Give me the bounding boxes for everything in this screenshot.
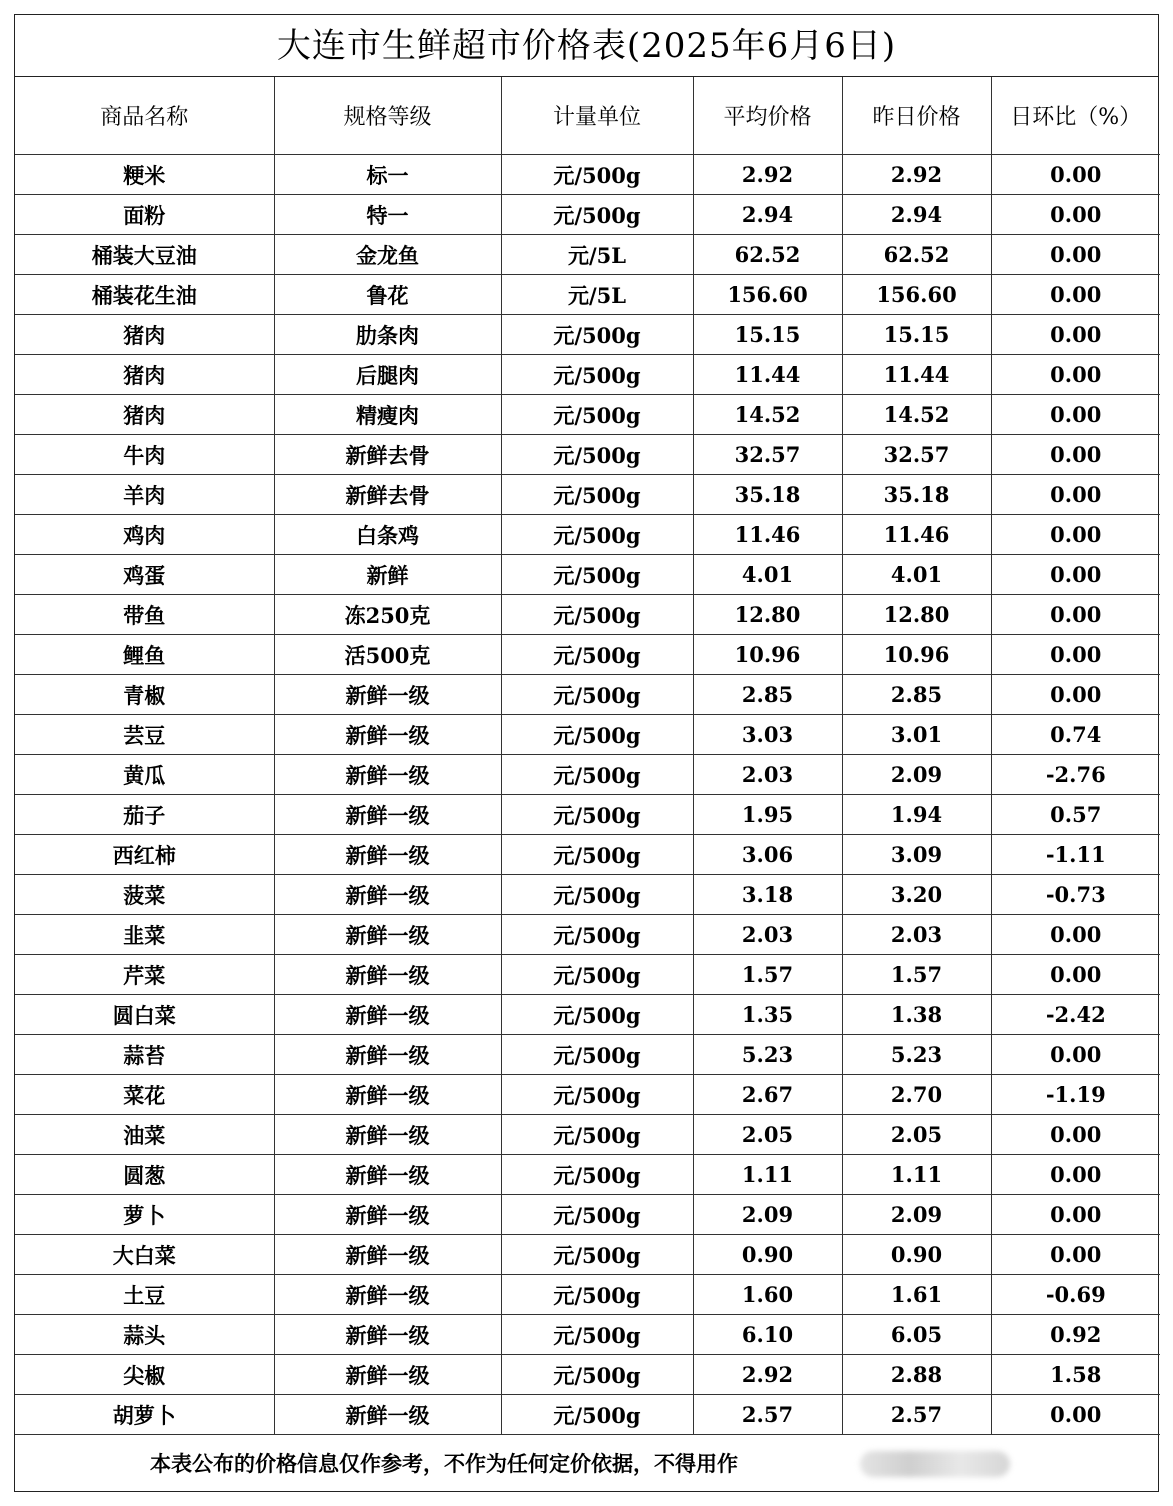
cell-name: 桶装花生油 (15, 275, 274, 315)
cell-spec: 新鲜一级 (274, 1075, 501, 1115)
table-row (15, 1275, 1160, 1315)
cell-unit: 元/500g (501, 1315, 693, 1355)
cell-name: 牛肉 (15, 435, 274, 475)
cell-spec: 新鲜一级 (274, 1155, 501, 1195)
cell-spec: 冻250克 (274, 595, 501, 635)
cell-day-change: 0.00 (991, 1115, 1160, 1155)
cell-name: 韭菜 (15, 915, 274, 955)
table-row (15, 755, 1160, 795)
cell-day-change: -2.42 (991, 995, 1160, 1035)
cell-avg-price: 35.18 (693, 475, 842, 515)
cell-avg-price: 2.03 (693, 915, 842, 955)
table-row (15, 1235, 1160, 1275)
cell-avg-price: 2.85 (693, 675, 842, 715)
cell-name: 桶装大豆油 (15, 235, 274, 275)
cell-avg-price: 4.01 (693, 555, 842, 595)
cell-avg-price: 1.11 (693, 1155, 842, 1195)
cell-avg-price: 6.10 (693, 1315, 842, 1355)
cell-name: 茄子 (15, 795, 274, 835)
table-row (15, 875, 1160, 915)
column-header-spec: 规格等级 (274, 77, 501, 155)
cell-avg-price: 11.44 (693, 355, 842, 395)
cell-yesterday-price: 11.44 (842, 355, 991, 395)
cell-day-change: 0.00 (991, 675, 1160, 715)
disclaimer-footer (15, 1434, 1158, 1491)
cell-unit: 元/5L (501, 235, 693, 275)
page-title: 大连市生鲜超市价格表(2025年6月6日) (15, 15, 1158, 77)
cell-day-change: 0.00 (991, 1155, 1160, 1195)
cell-name: 土豆 (15, 1275, 274, 1315)
cell-day-change: 0.00 (991, 915, 1160, 955)
cell-unit: 元/500g (501, 1035, 693, 1075)
cell-unit: 元/500g (501, 395, 693, 435)
cell-day-change: 0.00 (991, 555, 1160, 595)
table-row (15, 1035, 1160, 1075)
cell-avg-price: 14.52 (693, 395, 842, 435)
cell-avg-price: 62.52 (693, 235, 842, 275)
column-header-unit: 计量单位 (501, 77, 693, 155)
table-row (15, 595, 1160, 635)
cell-unit: 元/500g (501, 755, 693, 795)
cell-name: 羊肉 (15, 475, 274, 515)
cell-day-change: 0.00 (991, 475, 1160, 515)
cell-spec: 金龙鱼 (274, 235, 501, 275)
cell-yesterday-price: 3.20 (842, 875, 991, 915)
cell-unit: 元/500g (501, 675, 693, 715)
cell-name: 黄瓜 (15, 755, 274, 795)
cell-day-change: 0.57 (991, 795, 1160, 835)
cell-day-change: 0.00 (991, 435, 1160, 475)
column-header-yesterday-price: 昨日价格 (842, 77, 991, 155)
cell-day-change: 0.00 (991, 275, 1160, 315)
table-row (15, 1195, 1160, 1235)
cell-unit: 元/500g (501, 435, 693, 475)
cell-day-change: 0.00 (991, 155, 1160, 195)
cell-unit: 元/500g (501, 795, 693, 835)
cell-spec: 特一 (274, 195, 501, 235)
cell-avg-price: 2.03 (693, 755, 842, 795)
cell-unit: 元/500g (501, 475, 693, 515)
cell-yesterday-price: 10.96 (842, 635, 991, 675)
cell-spec: 精瘦肉 (274, 395, 501, 435)
cell-name: 油菜 (15, 1115, 274, 1155)
cell-avg-price: 3.18 (693, 875, 842, 915)
table-row (15, 955, 1160, 995)
cell-avg-price: 3.03 (693, 715, 842, 755)
cell-spec: 新鲜一级 (274, 1355, 501, 1395)
cell-yesterday-price: 62.52 (842, 235, 991, 275)
cell-avg-price: 2.67 (693, 1075, 842, 1115)
table-row (15, 555, 1160, 595)
table-row (15, 435, 1160, 475)
table-row (15, 635, 1160, 675)
cell-avg-price: 5.23 (693, 1035, 842, 1075)
cell-day-change: 0.74 (991, 715, 1160, 755)
cell-avg-price: 2.92 (693, 155, 842, 195)
cell-spec: 新鲜一级 (274, 1235, 501, 1275)
cell-yesterday-price: 6.05 (842, 1315, 991, 1355)
cell-name: 青椒 (15, 675, 274, 715)
cell-spec: 新鲜 (274, 555, 501, 595)
table-row (15, 395, 1160, 435)
cell-day-change: 0.00 (991, 1395, 1160, 1435)
table-row (15, 155, 1160, 195)
cell-day-change: 0.00 (991, 955, 1160, 995)
cell-name: 圆白菜 (15, 995, 274, 1035)
cell-yesterday-price: 1.11 (842, 1155, 991, 1195)
table-row (15, 1315, 1160, 1355)
cell-spec: 新鲜一级 (274, 835, 501, 875)
cell-avg-price: 2.09 (693, 1195, 842, 1235)
cell-yesterday-price: 1.94 (842, 795, 991, 835)
cell-name: 尖椒 (15, 1355, 274, 1395)
cell-unit: 元/500g (501, 155, 693, 195)
cell-avg-price: 2.05 (693, 1115, 842, 1155)
cell-unit: 元/500g (501, 515, 693, 555)
cell-yesterday-price: 1.38 (842, 995, 991, 1035)
cell-name: 蒜苔 (15, 1035, 274, 1075)
cell-name: 菜花 (15, 1075, 274, 1115)
cell-name: 带鱼 (15, 595, 274, 635)
cell-yesterday-price: 2.92 (842, 155, 991, 195)
table-row (15, 1075, 1160, 1115)
cell-yesterday-price: 2.94 (842, 195, 991, 235)
table-row (15, 835, 1160, 875)
cell-name: 芸豆 (15, 715, 274, 755)
cell-spec: 新鲜一级 (274, 995, 501, 1035)
cell-name: 鸡肉 (15, 515, 274, 555)
cell-yesterday-price: 0.90 (842, 1235, 991, 1275)
cell-yesterday-price: 2.09 (842, 1195, 991, 1235)
cell-avg-price: 1.60 (693, 1275, 842, 1315)
cell-yesterday-price: 5.23 (842, 1035, 991, 1075)
cell-unit: 元/500g (501, 555, 693, 595)
table-row (15, 355, 1160, 395)
cell-unit: 元/500g (501, 635, 693, 675)
cell-spec: 新鲜一级 (274, 1395, 501, 1435)
cell-name: 猪肉 (15, 395, 274, 435)
cell-yesterday-price: 2.03 (842, 915, 991, 955)
cell-spec: 新鲜一级 (274, 955, 501, 995)
table-row (15, 1395, 1160, 1435)
table-row (15, 1155, 1160, 1195)
cell-yesterday-price: 3.09 (842, 835, 991, 875)
cell-yesterday-price: 11.46 (842, 515, 991, 555)
cell-spec: 新鲜一级 (274, 1035, 501, 1075)
cell-yesterday-price: 2.05 (842, 1115, 991, 1155)
cell-unit: 元/500g (501, 195, 693, 235)
cell-spec: 新鲜一级 (274, 1195, 501, 1235)
cell-unit: 元/500g (501, 915, 693, 955)
cell-day-change: 0.00 (991, 315, 1160, 355)
cell-name: 猪肉 (15, 355, 274, 395)
cell-name: 萝卜 (15, 1195, 274, 1235)
table-row (15, 995, 1160, 1035)
cell-yesterday-price: 32.57 (842, 435, 991, 475)
cell-avg-price: 3.06 (693, 835, 842, 875)
cell-unit: 元/500g (501, 955, 693, 995)
cell-name: 胡萝卜 (15, 1395, 274, 1435)
cell-day-change: 0.00 (991, 635, 1160, 675)
price-sheet (14, 14, 1159, 1492)
cell-day-change: 0.00 (991, 395, 1160, 435)
cell-spec: 新鲜一级 (274, 755, 501, 795)
cell-day-change: 0.00 (991, 1195, 1160, 1235)
cell-unit: 元/500g (501, 715, 693, 755)
table-row (15, 275, 1160, 315)
cell-unit: 元/500g (501, 1115, 693, 1155)
cell-yesterday-price: 2.57 (842, 1395, 991, 1435)
cell-name: 鲤鱼 (15, 635, 274, 675)
cell-yesterday-price: 15.15 (842, 315, 991, 355)
cell-spec: 活500克 (274, 635, 501, 675)
cell-yesterday-price: 1.61 (842, 1275, 991, 1315)
cell-day-change: -2.76 (991, 755, 1160, 795)
cell-unit: 元/500g (501, 1355, 693, 1395)
cell-yesterday-price: 2.85 (842, 675, 991, 715)
cell-spec: 鲁花 (274, 275, 501, 315)
cell-avg-price: 10.96 (693, 635, 842, 675)
cell-unit: 元/500g (501, 1275, 693, 1315)
cell-yesterday-price: 2.09 (842, 755, 991, 795)
cell-avg-price: 32.57 (693, 435, 842, 475)
cell-unit: 元/500g (501, 595, 693, 635)
cell-avg-price: 12.80 (693, 595, 842, 635)
cell-yesterday-price: 3.01 (842, 715, 991, 755)
cell-avg-price: 156.60 (693, 275, 842, 315)
cell-unit: 元/500g (501, 835, 693, 875)
table-body (15, 155, 1160, 1435)
cell-spec: 新鲜一级 (274, 795, 501, 835)
cell-spec: 后腿肉 (274, 355, 501, 395)
cell-unit: 元/500g (501, 315, 693, 355)
cell-day-change: 0.00 (991, 595, 1160, 635)
cell-name: 芹菜 (15, 955, 274, 995)
cell-avg-price: 15.15 (693, 315, 842, 355)
column-header-day-change: 日环比（%） (991, 77, 1160, 155)
cell-name: 蒜头 (15, 1315, 274, 1355)
cell-spec: 新鲜一级 (274, 715, 501, 755)
cell-yesterday-price: 2.88 (842, 1355, 991, 1395)
cell-yesterday-price: 12.80 (842, 595, 991, 635)
cell-spec: 标一 (274, 155, 501, 195)
table-row (15, 195, 1160, 235)
cell-unit: 元/500g (501, 995, 693, 1035)
table-row (15, 515, 1160, 555)
cell-day-change: 1.58 (991, 1355, 1160, 1395)
cell-spec: 新鲜一级 (274, 1315, 501, 1355)
cell-spec: 新鲜一级 (274, 1115, 501, 1155)
table-header-row (15, 77, 1160, 155)
table-row (15, 475, 1160, 515)
table-row (15, 315, 1160, 355)
price-table (15, 77, 1160, 1435)
cell-unit: 元/500g (501, 1195, 693, 1235)
table-row (15, 795, 1160, 835)
cell-avg-price: 1.35 (693, 995, 842, 1035)
cell-unit: 元/500g (501, 875, 693, 915)
table-row (15, 915, 1160, 955)
cell-spec: 白条鸡 (274, 515, 501, 555)
cell-yesterday-price: 14.52 (842, 395, 991, 435)
cell-name: 面粉 (15, 195, 274, 235)
cell-unit: 元/5L (501, 275, 693, 315)
cell-spec: 新鲜去骨 (274, 475, 501, 515)
cell-day-change: -0.69 (991, 1275, 1160, 1315)
cell-avg-price: 2.57 (693, 1395, 842, 1435)
cell-name: 大白菜 (15, 1235, 274, 1275)
cell-avg-price: 1.95 (693, 795, 842, 835)
cell-day-change: 0.92 (991, 1315, 1160, 1355)
cell-unit: 元/500g (501, 1395, 693, 1435)
cell-day-change: 0.00 (991, 355, 1160, 395)
table-row (15, 1115, 1160, 1155)
cell-unit: 元/500g (501, 1075, 693, 1115)
cell-name: 圆葱 (15, 1155, 274, 1195)
table-row (15, 1355, 1160, 1395)
cell-avg-price: 2.94 (693, 195, 842, 235)
column-header-name: 商品名称 (15, 77, 274, 155)
cell-spec: 新鲜一级 (274, 915, 501, 955)
cell-name: 粳米 (15, 155, 274, 195)
cell-avg-price: 0.90 (693, 1235, 842, 1275)
blurred-watermark (860, 1451, 1010, 1477)
cell-avg-price: 1.57 (693, 955, 842, 995)
table-row (15, 715, 1160, 755)
cell-spec: 新鲜一级 (274, 1275, 501, 1315)
cell-spec: 新鲜一级 (274, 875, 501, 915)
cell-day-change: -1.11 (991, 835, 1160, 875)
cell-unit: 元/500g (501, 1235, 693, 1275)
cell-avg-price: 2.92 (693, 1355, 842, 1395)
column-header-avg-price: 平均价格 (693, 77, 842, 155)
cell-unit: 元/500g (501, 1155, 693, 1195)
cell-day-change: 0.00 (991, 1035, 1160, 1075)
cell-spec: 新鲜去骨 (274, 435, 501, 475)
cell-day-change: 0.00 (991, 515, 1160, 555)
cell-spec: 肋条肉 (274, 315, 501, 355)
table-row (15, 675, 1160, 715)
cell-unit: 元/500g (501, 355, 693, 395)
cell-name: 猪肉 (15, 315, 274, 355)
cell-name: 菠菜 (15, 875, 274, 915)
cell-yesterday-price: 35.18 (842, 475, 991, 515)
cell-spec: 新鲜一级 (274, 675, 501, 715)
cell-day-change: -1.19 (991, 1075, 1160, 1115)
cell-name: 鸡蛋 (15, 555, 274, 595)
cell-day-change: 0.00 (991, 1235, 1160, 1275)
cell-day-change: 0.00 (991, 235, 1160, 275)
cell-name: 西红柿 (15, 835, 274, 875)
cell-yesterday-price: 156.60 (842, 275, 991, 315)
table-row (15, 235, 1160, 275)
cell-yesterday-price: 4.01 (842, 555, 991, 595)
cell-day-change: -0.73 (991, 875, 1160, 915)
cell-yesterday-price: 1.57 (842, 955, 991, 995)
cell-yesterday-price: 2.70 (842, 1075, 991, 1115)
cell-avg-price: 11.46 (693, 515, 842, 555)
disclaimer-text: 本表公布的价格信息仅作参考，不作为任何定价依据，不得用作 (150, 1451, 738, 1476)
cell-day-change: 0.00 (991, 195, 1160, 235)
